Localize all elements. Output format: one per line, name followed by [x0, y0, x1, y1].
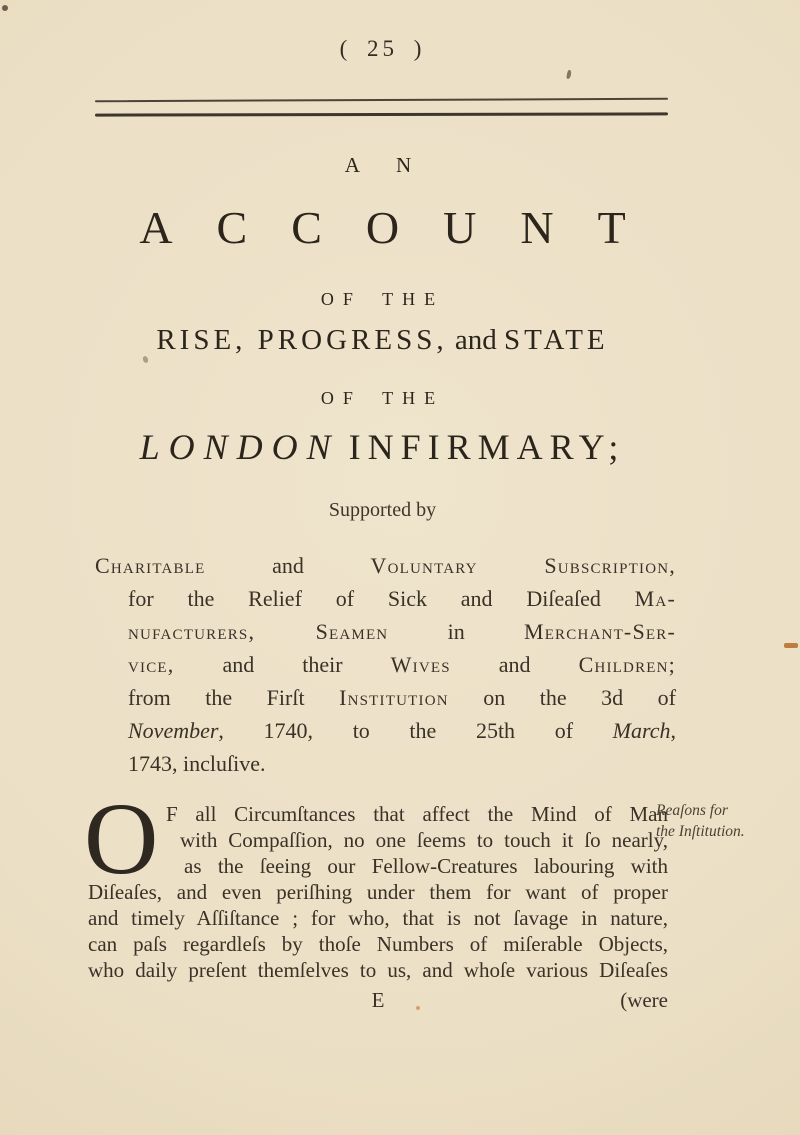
subscription-line: nufacturers, Seamen in Merchant-Ser-	[128, 619, 676, 644]
subscription-line: 1743, incluſive.	[128, 751, 266, 776]
body-line: can paſs regardleſs by thoſe Numbers of miſerable Objects,	[88, 932, 668, 956]
subscription-line: November, 1740, to the 25th of March,	[128, 718, 676, 743]
subscription-line: for the Relief of Sick and Diſeaſed Ma-	[128, 586, 676, 611]
body-line: F all Circumſtances that affect the Mind of Man	[166, 802, 668, 826]
margin-stain	[784, 643, 798, 648]
signature-mark: E	[371, 988, 385, 1012]
body-line: with Compaſſion, no one ſeems to touch it ſo nearly,	[180, 828, 668, 852]
margin-note	[656, 800, 794, 842]
paper-fleck	[416, 1006, 420, 1010]
subtitle-rise-progress-state: RISE, PROGRESS, and STATE	[156, 324, 609, 356]
margin-note-line: the Inſtitution.	[656, 823, 745, 840]
of-the-line-2: OF THE	[320, 388, 445, 408]
main-title-london-infirmary: LONDON INFIRMARY;	[139, 427, 626, 467]
body-line: who daily preſent themſelves to us, and whoſe various Diſeaſes	[88, 958, 668, 982]
catchword: (were	[620, 988, 668, 1012]
double-rule-bottom	[95, 112, 668, 116]
signature-line	[88, 988, 668, 1014]
body-line: as the ſeeing our Fellow-Creatures labouring with	[184, 854, 668, 878]
page-number: ( 25 )	[339, 36, 426, 61]
supported-by-line: Supported by	[328, 499, 437, 521]
margin-note-line: Reaſons for	[656, 802, 728, 819]
body-line: and timely Aſſiſtance ; for who, that is not ſavage in nature,	[88, 906, 668, 930]
subscription-line: vice, and their Wives and Children;	[128, 652, 676, 677]
half-title-an: A N	[344, 153, 421, 177]
body-line: Diſeaſes, and even periſhing under them for want of proper	[88, 880, 668, 904]
paper-speck	[566, 70, 572, 80]
drop-cap-o: O	[84, 782, 159, 896]
subscription-block	[95, 549, 676, 780]
subscription-line: from the Firſt Institution on the 3d of	[128, 685, 677, 710]
double-rule-top	[95, 98, 668, 103]
of-the-line-1: OF THE	[320, 289, 445, 309]
paper-speck	[2, 5, 8, 11]
body-paragraph	[88, 801, 668, 983]
subscription-line: Charitable and Voluntary Subscription,	[95, 553, 676, 578]
account-title: ACCOUNT	[139, 202, 670, 253]
